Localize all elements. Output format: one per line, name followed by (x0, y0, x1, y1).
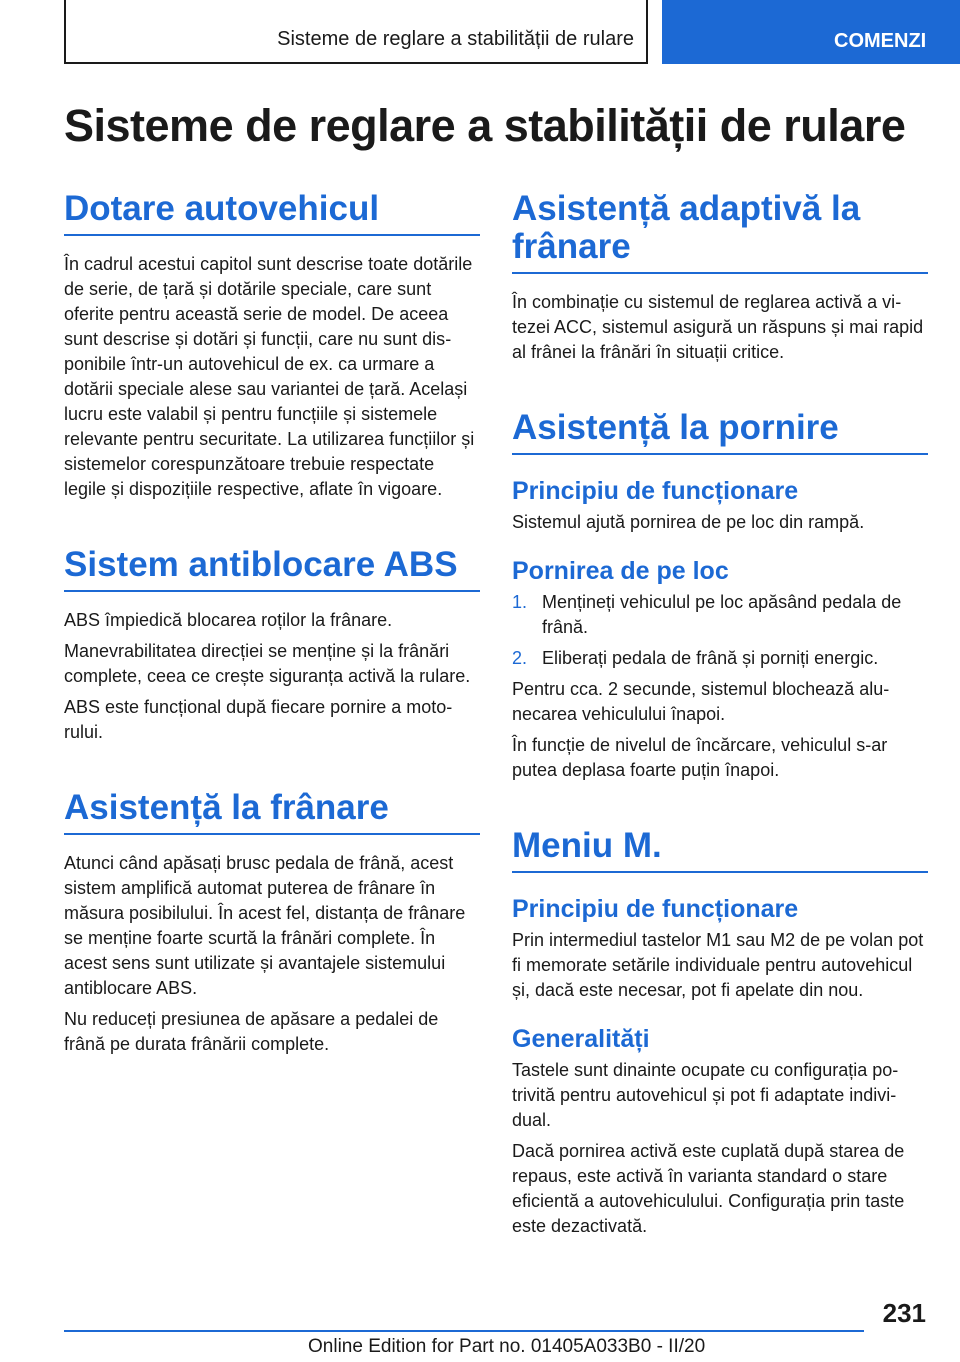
paragraph-abs-2: Manevrabilitatea direcției se menține și la frânări complete, ceea ce crește siguranța activă la rulare. (64, 641, 471, 686)
left-column (64, 190, 480, 1063)
subheading-generalitati: Generalități (512, 1025, 650, 1053)
subheading-principiu-pornire: Principiu de funcționare (512, 477, 799, 505)
heading-asistenta-pornire: Asistență la pornire (512, 409, 928, 455)
paragraph-adaptiva: În combinație cu sistemul de reglarea activă a vitezei ACC, sistemul asigură un răspuns și mai rapid al frânei la frânări în situații critice. (512, 292, 924, 362)
list-item (512, 646, 928, 671)
paragraph-dotare: În cadrul acestui capitol sunt descrise toate dotările de serie, de țară și dotările speciale, care sunt oferite pentru această serie de model. De aceea sunt descrise și dotări și funcții, care nu sunt disponibile într-un autovehicul de ex. ca urmare a dotării speciale alese sau variantei de țară. Același lucru este valabil și pentru funcțiile și sistemele relevante pentru securitate. La utilizarea funcțiilor și sistemelor corespunzătoare trebuie respectate legile și dispozițiile respective, aflate în vigoare. (64, 254, 475, 499)
footer-edition-text (308, 1336, 705, 1358)
paragraph-abs-1: ABS împiedică blocarea roților la frânare. (64, 610, 393, 630)
page-title: Sisteme de reglare a stabilității de rulare (64, 100, 906, 151)
header-section-title: Sisteme de reglare a stabilității de rulare (277, 28, 634, 50)
steps-list (512, 590, 928, 671)
footer-divider (64, 1330, 864, 1332)
paragraph-pornire-3: În funcție de nivelul de încărcare, vehiculul s-ar putea deplasa foarte puțin înapoi. (512, 735, 888, 780)
header-chapter-tab[interactable]: COMENZI (662, 0, 960, 64)
heading-dotare: Dotare autovehicul (64, 190, 480, 236)
paragraph-principiu-pornire: Sistemul ajută pornirea de pe loc din rampă. (512, 512, 865, 532)
heading-abs: Sistem antiblocare ABS (64, 546, 480, 592)
step-text: Mențineți vehiculul pe loc apăsând pedala de frână. (542, 592, 902, 637)
step-number: 1. (512, 592, 528, 612)
heading-asistenta-adaptiva: Asistență adaptivă la frânare (512, 190, 928, 274)
footer-edition: Online Edition for Part no. 01405A033B0 - II/20 (308, 1336, 706, 1357)
subheading-pornirea-de-pe-loc: Pornirea de pe loc (512, 557, 729, 585)
page-number: 231 (882, 1298, 926, 1328)
paragraph-pornire-2: Pentru cca. 2 secunde, sistemul blochează alunecarea vehiculului înapoi. (512, 679, 890, 724)
step-text: Eliberați pedala de frână și porniți energic. (542, 648, 879, 668)
step-number: 2. (512, 648, 528, 668)
subheading-principiu-meniu: Principiu de funcționare (512, 895, 799, 923)
paragraph-abs-3: ABS este funcțional după fiecare pornire a motorului. (64, 697, 453, 742)
right-column (512, 190, 928, 1245)
paragraph-franare-2: Nu reduceți presiunea de apăsare a pedalei de frână pe durata frânării complete. (64, 1009, 439, 1054)
paragraph-principiu-meniu: Prin intermediul tastelor M1 sau M2 de pe volan pot fi memorate setările individuale pentru autovehicul și, dacă este necesar, pot fi apelate din nou. (512, 930, 924, 1000)
header-section-box (64, 0, 648, 64)
paragraph-franare-1: Atunci când apăsați brusc pedala de frână, acest sistem amplifică automat puterea de frânare în măsura posibilului. În acest fel, distanța de frânare se menține foarte scurtă la frânări complete. În acest sens sunt utilizate și avantajele sistemului antiblocare ABS. (64, 853, 466, 998)
heading-meniu-m: Meniu M. (512, 827, 928, 873)
paragraph-generalitati-2: Dacă pornirea activă este cuplată după starea de repaus, este activă în varianta standard o stare eficientă a autovehiculului. Configurația prin taste este dezactivată. (512, 1141, 905, 1236)
heading-asistenta-franare: Asistență la frânare (64, 789, 480, 835)
paragraph-generalitati-1: Tastele sunt dinainte ocupate cu configurația potrivită pentru autovehicul și pot fi adaptate individual. (512, 1060, 899, 1130)
list-item (512, 590, 928, 640)
